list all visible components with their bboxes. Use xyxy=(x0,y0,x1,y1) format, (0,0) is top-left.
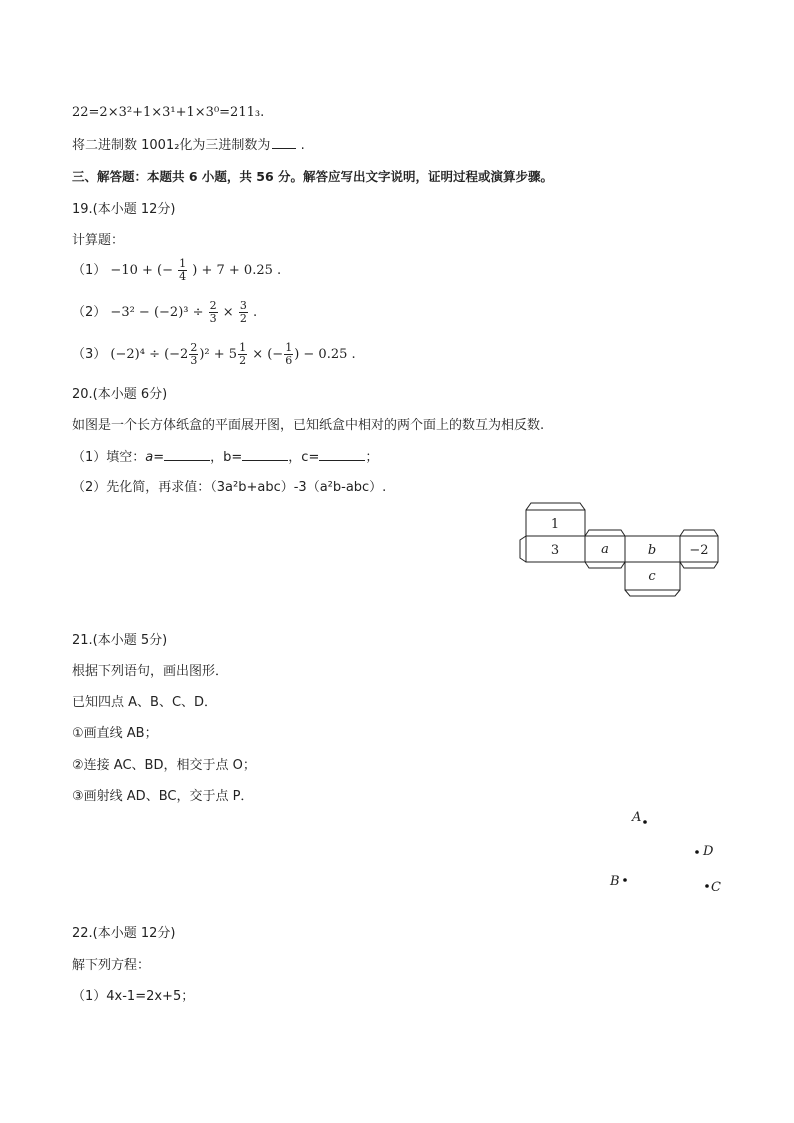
net-label-b: b xyxy=(647,543,657,558)
q19-intro: 计算题： xyxy=(72,233,125,248)
point-a xyxy=(643,820,647,824)
fill-label: （1）填空： xyxy=(72,450,146,465)
answer-blank-c[interactable] xyxy=(319,448,365,461)
net-flap-right-top xyxy=(680,530,718,536)
q20-fill xyxy=(72,448,378,467)
expr-part: ) − 0.25 . xyxy=(294,347,356,362)
net-flap-a-top xyxy=(585,530,625,536)
fill-end: ； xyxy=(365,450,379,465)
q19-header: 19.(本小题 12分) xyxy=(72,202,176,217)
item-label: （3） xyxy=(72,347,107,362)
q21-header: 21.(本小题 5分) xyxy=(72,633,168,648)
expr-part: × (− xyxy=(252,347,284,362)
denominator: 3 xyxy=(209,312,217,325)
question-end: . xyxy=(300,138,305,153)
question-text: 将二进制数 1001₂化为三进制数为 xyxy=(72,138,271,153)
point-b xyxy=(623,878,627,882)
q22-intro: 解下列方程： xyxy=(72,958,151,973)
denominator: 3 xyxy=(190,354,198,367)
expr-part: ) + 7 + 0.25 . xyxy=(192,263,282,278)
denominator: 2 xyxy=(239,312,247,325)
q20-header: 20.(本小题 6分) xyxy=(72,387,168,402)
numerator: 2 xyxy=(209,299,217,312)
q21-step-1: ①画直线 AB； xyxy=(72,726,158,741)
q20-simplify: （2）先化简，再求值：（3a²b+abc）-3（a²b-abc）. xyxy=(72,480,387,495)
fill-b-label: ，b= xyxy=(210,450,243,465)
denominator: 2 xyxy=(239,354,247,367)
q21-intro: 根据下列语句，画出图形． xyxy=(72,664,229,679)
numerator: 2 xyxy=(190,341,198,354)
expr-part: (−2)⁴ ÷ (−2 xyxy=(110,347,189,362)
fraction xyxy=(178,258,187,283)
times-sign: × xyxy=(222,305,234,320)
fraction xyxy=(209,300,218,325)
denominator: 6 xyxy=(285,354,293,367)
expr-end: . xyxy=(252,305,258,320)
points-diagram xyxy=(600,800,740,900)
point-label-a: A xyxy=(632,810,642,825)
net-flap-top xyxy=(526,503,585,510)
q21-step-3: ③画射线 AD、BC，交于点 P． xyxy=(72,789,254,804)
expr-part: −3² − (−2)³ ÷ xyxy=(110,305,204,320)
net-flap-right-bottom xyxy=(680,562,718,568)
q22-item-1: （1）4x-1=2x+5； xyxy=(72,989,195,1004)
carryover-example: 22=2×3²+1×3¹+1×3⁰=211₃. xyxy=(72,105,265,120)
q21-given: 已知四点 A、B、C、D． xyxy=(72,695,218,710)
point-label-d: D xyxy=(703,844,714,859)
point-label-b: B xyxy=(610,874,620,889)
q21-step-2: ②连接 AC、BD，相交于点 O； xyxy=(72,758,256,773)
box-net-diagram xyxy=(515,500,725,602)
point-c xyxy=(705,884,709,888)
fraction xyxy=(239,300,248,325)
numerator: 1 xyxy=(285,341,293,354)
q19-item-1 xyxy=(72,258,281,283)
denominator: 4 xyxy=(179,270,187,283)
fraction xyxy=(238,342,247,367)
numerator: 1 xyxy=(239,341,247,354)
numerator: 3 xyxy=(239,299,247,312)
q19-item-2 xyxy=(72,300,257,325)
item-label: （2） xyxy=(72,305,107,320)
net-flap-left xyxy=(520,536,526,562)
point-label-c: C xyxy=(711,880,721,895)
net-label-a: a xyxy=(601,542,609,557)
carryover-question xyxy=(72,136,305,155)
net-label-right: −2 xyxy=(689,543,709,558)
net-label-c: c xyxy=(648,569,656,584)
answer-blank[interactable] xyxy=(272,136,296,149)
expr-part: )² + 5 xyxy=(199,347,238,362)
q20-intro: 如图是一个长方体纸盒的平面展开图，已知纸盒中相对的两个面上的数互为相反数. xyxy=(72,418,545,433)
net-flap-a-bottom xyxy=(585,562,625,568)
fraction xyxy=(284,342,293,367)
section-title: 三、解答题：本题共 6 小题，共 56 分。解答应写出文字说明，证明过程或演算步骤。 xyxy=(72,169,554,184)
answer-blank-b[interactable] xyxy=(242,448,288,461)
net-flap-c xyxy=(625,590,680,596)
fraction xyxy=(189,342,198,367)
q19-item-3 xyxy=(72,342,356,367)
item-label: （1） xyxy=(72,263,107,278)
q22-header: 22.(本小题 12分) xyxy=(72,926,176,941)
fill-a-label: a= xyxy=(145,450,165,465)
numerator: 1 xyxy=(179,257,187,270)
fill-c-label: ，c= xyxy=(288,450,320,465)
expr-part: −10 + (− xyxy=(110,263,173,278)
net-label-left: 3 xyxy=(550,543,560,558)
answer-blank-a[interactable] xyxy=(164,448,210,461)
point-d xyxy=(695,850,699,854)
net-label-top: 1 xyxy=(550,517,560,532)
